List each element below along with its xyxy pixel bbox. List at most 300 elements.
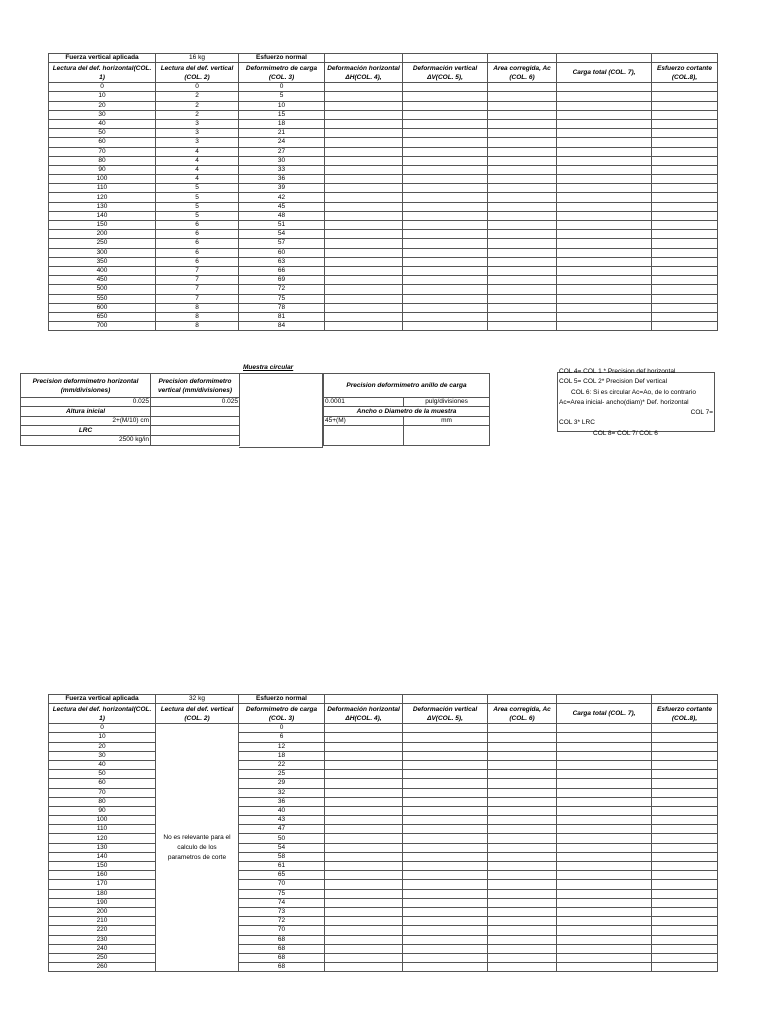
table-cell [488, 724, 557, 733]
table-cell [652, 852, 718, 861]
table-cell [403, 742, 488, 751]
table-row [49, 257, 718, 266]
table-cell [488, 138, 557, 147]
table-cell [488, 312, 557, 321]
table-row [49, 276, 718, 285]
table-cell [488, 889, 557, 898]
table-cell: 60 [49, 779, 156, 788]
table-cell [557, 193, 652, 202]
table-row [49, 944, 718, 953]
table-cell [325, 862, 403, 871]
table-cell: 36 [239, 175, 325, 184]
table-cell: 0 [239, 724, 325, 733]
table-cell: 100 [49, 816, 156, 825]
table-cell: 3 [156, 129, 239, 138]
table-cell [652, 221, 718, 230]
table-cell [488, 816, 557, 825]
table-row [49, 175, 718, 184]
table-row [49, 834, 718, 843]
table-cell: 73 [239, 907, 325, 916]
table-cell: 80 [49, 156, 156, 165]
table-cell: 12 [239, 742, 325, 751]
table-cell [325, 175, 403, 184]
table-cell [557, 963, 652, 972]
table-cell: 130 [49, 202, 156, 211]
table-row [49, 843, 718, 852]
force-label: Fuerza vertical aplicada [49, 54, 156, 63]
table-row [49, 825, 718, 834]
table-cell [488, 852, 557, 861]
table-cell [488, 156, 557, 165]
table-cell [652, 175, 718, 184]
table-cell: 600 [49, 303, 156, 312]
table-cell: 54 [239, 230, 325, 239]
table-cell [488, 92, 557, 101]
table-cell [557, 907, 652, 916]
table-cell [652, 926, 718, 935]
table-cell [403, 92, 488, 101]
table-row [49, 862, 718, 871]
table-cell: 190 [49, 898, 156, 907]
table-cell [403, 797, 488, 806]
table-cell [488, 266, 557, 275]
table-cell [403, 193, 488, 202]
table-cell: 22 [239, 760, 325, 769]
table-cell [652, 101, 718, 110]
table-cell: 110 [49, 184, 156, 193]
table-cell [403, 184, 488, 193]
table-cell [325, 276, 403, 285]
table-cell: 5 [156, 211, 239, 220]
table-cell [557, 184, 652, 193]
table-cell [325, 816, 403, 825]
table-cell: 2 [156, 110, 239, 119]
table-cell [325, 110, 403, 119]
table-cell: 60 [49, 138, 156, 147]
table-cell [652, 935, 718, 944]
table-cell [488, 953, 557, 962]
table-cell [488, 110, 557, 119]
table-cell [325, 852, 403, 861]
table-cell [403, 147, 488, 156]
table-row [49, 193, 718, 202]
table-row [49, 898, 718, 907]
table-cell [403, 202, 488, 211]
table-cell [652, 248, 718, 257]
table-row [49, 165, 718, 174]
table-cell [488, 294, 557, 303]
table-cell [557, 138, 652, 147]
table-cell: 5 [156, 184, 239, 193]
table-cell: 0 [239, 83, 325, 92]
shear-table-1 [48, 53, 718, 331]
table-cell [557, 312, 652, 321]
column-header: Deformación vertical ΔV(COL. 5), [403, 63, 488, 83]
stress-label: Esfuerzo normal [239, 54, 325, 63]
table-cell: 39 [239, 184, 325, 193]
table-cell: 700 [49, 322, 156, 331]
table-row [49, 211, 718, 220]
table-row [49, 953, 718, 962]
table-row [49, 129, 718, 138]
table-cell [403, 101, 488, 110]
table-cell [652, 953, 718, 962]
table-cell: 75 [239, 889, 325, 898]
table-cell: 6 [156, 239, 239, 248]
table-cell [557, 257, 652, 266]
table-row [49, 147, 718, 156]
table-cell [325, 230, 403, 239]
column-header: Deformación vertical ΔV(COL. 5), [403, 704, 488, 724]
note-line: COL 4= COL 1 * Precision def horizontal [559, 368, 676, 375]
height-label: Altura inicial [21, 407, 151, 417]
table-cell [325, 907, 403, 916]
table-cell: 42 [239, 193, 325, 202]
column-header: Area corregida, Ac (COL. 6) [488, 704, 557, 724]
table-cell [488, 184, 557, 193]
table-row [49, 312, 718, 321]
table-cell [325, 202, 403, 211]
table-cell: 140 [49, 852, 156, 861]
table-row [49, 92, 718, 101]
table-cell [325, 825, 403, 834]
table-cell [488, 760, 557, 769]
table-cell: 8 [156, 303, 239, 312]
table-cell [488, 165, 557, 174]
note-line: COL 7= [690, 409, 713, 417]
table-cell: 32 [239, 788, 325, 797]
column-header: Area corregida, Ac (COL. 6) [488, 63, 557, 83]
table-cell [488, 935, 557, 944]
table-cell [403, 230, 488, 239]
table-cell [652, 880, 718, 889]
table-cell [488, 257, 557, 266]
table-cell [488, 926, 557, 935]
table-cell [488, 944, 557, 953]
table-row [49, 917, 718, 926]
table-cell [403, 880, 488, 889]
height-value: 2+(M/10) cm [21, 417, 151, 426]
table-cell [652, 843, 718, 852]
table-cell [403, 276, 488, 285]
table-cell [488, 834, 557, 843]
table-cell: 15 [239, 110, 325, 119]
table-cell [325, 312, 403, 321]
table-row [49, 871, 718, 880]
table-cell [325, 294, 403, 303]
table-cell [652, 889, 718, 898]
table-cell [403, 963, 488, 972]
table-cell: 230 [49, 935, 156, 944]
table-cell [652, 184, 718, 193]
table-cell [652, 266, 718, 275]
table-cell [557, 211, 652, 220]
table-cell [403, 935, 488, 944]
table-cell: 47 [239, 825, 325, 834]
table-cell: 63 [239, 257, 325, 266]
table-cell: 3 [156, 119, 239, 128]
table-cell: 75 [239, 294, 325, 303]
table-cell: 240 [49, 944, 156, 953]
table-cell [325, 788, 403, 797]
diameter-unit: mm [404, 417, 490, 426]
table-cell: 68 [239, 944, 325, 953]
table-cell [403, 953, 488, 962]
table-cell: 18 [239, 751, 325, 760]
table-cell: 40 [49, 760, 156, 769]
table-row [49, 816, 718, 825]
table-cell [488, 898, 557, 907]
table-cell [403, 239, 488, 248]
table-cell [325, 266, 403, 275]
table-cell: 7 [156, 285, 239, 294]
table-cell: 51 [239, 221, 325, 230]
table-cell [325, 285, 403, 294]
table-row [49, 322, 718, 331]
table-cell [652, 788, 718, 797]
table-cell: 33 [239, 165, 325, 174]
table-cell: 48 [239, 211, 325, 220]
table-cell [557, 221, 652, 230]
table-cell [557, 175, 652, 184]
table-cell: 7 [156, 266, 239, 275]
table-row [49, 156, 718, 165]
table-cell: 300 [49, 248, 156, 257]
table-cell: 50 [239, 834, 325, 843]
table-cell [488, 742, 557, 751]
table-cell [325, 917, 403, 926]
table-cell [325, 193, 403, 202]
table-row [49, 724, 718, 733]
table-cell: 57 [239, 239, 325, 248]
table-cell [557, 788, 652, 797]
table-cell [488, 248, 557, 257]
table-cell [557, 83, 652, 92]
table-cell [488, 788, 557, 797]
table-cell: 260 [49, 963, 156, 972]
table-cell: 65 [239, 871, 325, 880]
ring-precision-unit: pulg/divisiones [404, 398, 490, 407]
table-row [49, 733, 718, 742]
table-cell: 68 [239, 935, 325, 944]
table-cell [403, 806, 488, 815]
table-cell: 7 [156, 294, 239, 303]
table-cell: 40 [49, 119, 156, 128]
table-cell [488, 276, 557, 285]
table-cell [652, 138, 718, 147]
table-cell: 66 [239, 266, 325, 275]
table-cell [488, 303, 557, 312]
table-cell [488, 221, 557, 230]
table-cell [557, 834, 652, 843]
table-cell [403, 917, 488, 926]
table-cell [652, 211, 718, 220]
table-cell [325, 760, 403, 769]
table-cell [488, 129, 557, 138]
table-cell [403, 907, 488, 916]
table-cell [325, 221, 403, 230]
table-cell: 69 [239, 276, 325, 285]
table-cell: 4 [156, 147, 239, 156]
table-row [49, 742, 718, 751]
stress-label: Esfuerzo normal [239, 695, 325, 704]
table-cell [403, 119, 488, 128]
table-cell [557, 944, 652, 953]
table-cell: 650 [49, 312, 156, 321]
table-row [49, 889, 718, 898]
table-cell [488, 806, 557, 815]
table-cell: 120 [49, 193, 156, 202]
table-row [49, 110, 718, 119]
table-cell [403, 834, 488, 843]
column-header: Lectura del def. vertical (COL. 2) [156, 63, 239, 83]
table-cell: 90 [49, 165, 156, 174]
column-header: Carga total (COL. 7), [557, 704, 652, 724]
table-cell [488, 779, 557, 788]
table-cell [325, 248, 403, 257]
table-cell: 30 [49, 110, 156, 119]
table-cell: 180 [49, 889, 156, 898]
table-cell [403, 871, 488, 880]
table-cell [403, 733, 488, 742]
table-cell: 120 [49, 834, 156, 843]
table-cell [557, 742, 652, 751]
table-cell [403, 156, 488, 165]
table-cell: 43 [239, 816, 325, 825]
table-cell: 160 [49, 871, 156, 880]
table-cell [652, 816, 718, 825]
table-cell: 5 [156, 202, 239, 211]
table-cell: 10 [49, 733, 156, 742]
table-cell [652, 751, 718, 760]
table-cell: 45 [239, 202, 325, 211]
table-cell [488, 733, 557, 742]
table-cell [557, 889, 652, 898]
table-cell [488, 917, 557, 926]
table-cell [652, 147, 718, 156]
lrc-unit: kg/in [135, 436, 149, 444]
table-cell: 60 [239, 248, 325, 257]
table-row [49, 926, 718, 935]
table-cell [557, 770, 652, 779]
table-cell [557, 852, 652, 861]
table-cell [325, 83, 403, 92]
lrc-value: 2500 [118, 436, 134, 444]
table-cell [652, 733, 718, 742]
table-row [49, 138, 718, 147]
table-cell [557, 935, 652, 944]
table-cell: 5 [156, 193, 239, 202]
table-cell [403, 211, 488, 220]
column-header: Esfuerzo cortante (COL.8), [652, 63, 718, 83]
table-cell [403, 165, 488, 174]
table-cell [325, 779, 403, 788]
table-row [49, 935, 718, 944]
table-cell [557, 129, 652, 138]
table-row [49, 285, 718, 294]
table-cell [403, 843, 488, 852]
table-cell [403, 788, 488, 797]
table-cell: 6 [156, 221, 239, 230]
table-row [49, 184, 718, 193]
table-cell: 130 [49, 843, 156, 852]
table-cell [403, 138, 488, 147]
table-cell [325, 92, 403, 101]
table-cell [488, 797, 557, 806]
table-cell [652, 724, 718, 733]
table-cell [325, 257, 403, 266]
table-cell [325, 751, 403, 760]
table-cell [488, 963, 557, 972]
table-cell: 6 [239, 733, 325, 742]
table-cell: 450 [49, 276, 156, 285]
table-cell: 0 [49, 83, 156, 92]
table-cell [325, 742, 403, 751]
v-precision-label: Precision deformimetro vertical (mm/divisiones) [151, 374, 240, 398]
table-cell [325, 147, 403, 156]
table-cell [488, 862, 557, 871]
sample-box [239, 373, 323, 448]
table-cell: 150 [49, 862, 156, 871]
table-cell: 18 [239, 119, 325, 128]
table-cell [652, 797, 718, 806]
column-header: Carga total (COL. 7), [557, 63, 652, 83]
table-cell [488, 880, 557, 889]
table-cell [557, 843, 652, 852]
table-cell [557, 898, 652, 907]
table-cell: 10 [239, 101, 325, 110]
ring-precision-value: 0.0001 [324, 398, 404, 407]
table-cell: 78 [239, 303, 325, 312]
table-cell: 70 [49, 147, 156, 156]
table-cell [652, 202, 718, 211]
table-cell [325, 953, 403, 962]
table-cell [557, 816, 652, 825]
table-cell [488, 211, 557, 220]
table-cell [403, 862, 488, 871]
table-cell: 74 [239, 898, 325, 907]
table-cell [403, 926, 488, 935]
table-cell: 3 [156, 138, 239, 147]
table-cell [403, 944, 488, 953]
table-row [49, 797, 718, 806]
table-cell [403, 751, 488, 760]
table-cell [557, 917, 652, 926]
table-cell [403, 312, 488, 321]
table-cell: 5 [239, 92, 325, 101]
table-cell [325, 880, 403, 889]
table-cell: 20 [49, 742, 156, 751]
force-label: Fuerza vertical aplicada [49, 695, 156, 704]
table-row [49, 101, 718, 110]
force-value: 32 kg [156, 695, 239, 704]
table-cell [488, 193, 557, 202]
table-cell [652, 285, 718, 294]
table-cell [325, 101, 403, 110]
table-cell [652, 742, 718, 751]
table-cell [325, 322, 403, 331]
table-cell [652, 806, 718, 815]
table-cell [652, 92, 718, 101]
table-cell [557, 248, 652, 257]
table-cell [488, 147, 557, 156]
table-row [49, 248, 718, 257]
diameter-label: Ancho o Diametro de la muestra [324, 407, 490, 417]
table-cell [557, 165, 652, 174]
table-cell [403, 825, 488, 834]
table-cell [403, 294, 488, 303]
table-row [49, 907, 718, 916]
